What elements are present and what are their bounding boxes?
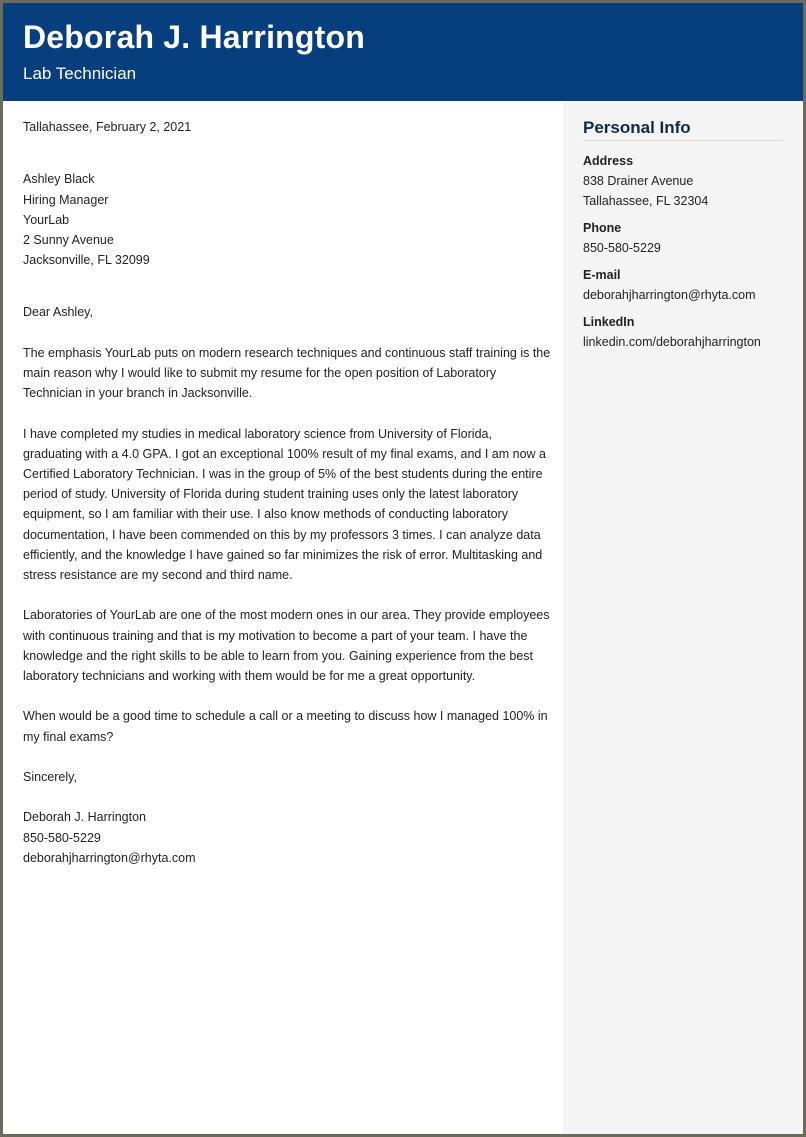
recipient-title: Hiring Manager	[23, 192, 109, 207]
linkedin-label: LinkedIn	[583, 315, 635, 329]
phone-section	[583, 218, 661, 258]
applicant-role: Lab Technician	[23, 64, 137, 83]
email-section	[583, 265, 756, 305]
letter-date: Tallahassee, February 2, 2021	[23, 120, 192, 134]
email-label: E-mail	[583, 268, 621, 282]
personal-info-sidebar	[563, 101, 803, 1134]
signature-block	[23, 807, 553, 868]
body-paragraph: When would be a good time to schedule a call or a meeting to discuss how I managed 100% in my final exams?	[23, 709, 548, 744]
linkedin-section	[583, 312, 761, 352]
recipient-name: Ashley Black	[23, 172, 95, 187]
phone-value: 850-580-5229	[583, 241, 661, 255]
signature-email: deborahjharrington@rhyta.com	[23, 850, 196, 865]
linkedin-value: linkedin.com/deborahjharrington	[583, 335, 761, 349]
personal-info-title: Personal Info	[583, 118, 691, 137]
address-line-2: Tallahassee, FL 32304	[583, 194, 709, 208]
recipient-street: 2 Sunny Avenue	[23, 233, 114, 247]
email-value: deborahjharrington@rhyta.com	[583, 288, 756, 302]
sidebar-divider	[583, 140, 783, 141]
salutation: Dear Ashley,	[23, 305, 93, 320]
body-paragraph: I have completed my studies in medical laboratory science from University of Florida, graduating with a 4.0 GPA. I got an exceptional 100% result of my final exams, and I am now a Certified Laboratory Technician. I was in the group of 5% of the best students during the entire period of study. University of Florida during student training uses only the latest laboratory equipment, so I am familiar with their use. I also know methods of conducting laboratory documentation, I have been commended on this by my professors 3 times. I can analyze data efficiently, and the knowledge I have gained so far minimizes the risk of error. Multitasking and stress resistance are my second and third name.	[23, 426, 546, 583]
address-line-1: 838 Drainer Avenue	[583, 174, 694, 188]
applicant-name: Deborah J. Harrington	[23, 19, 366, 55]
letter-body	[23, 117, 553, 868]
header-banner	[3, 3, 803, 101]
address-section	[583, 151, 708, 211]
body-paragraph: The emphasis YourLab puts on modern research techniques and continuous staff training is the main reason why I would like to submit my resume for the open position of Laboratory Technician in your branch in Jacksonville.	[23, 345, 551, 401]
signature-phone: 850-580-5229	[23, 830, 101, 845]
body-paragraph: Laboratories of YourLab are one of the most modern ones in our area. They provide employees with continuous training and that is my motivation to become a part of your team. I have the knowledge and the right skills to be able to learn from you. Gaining experience from the best laboratory technicians and working with them would be for me a great opportunity.	[23, 608, 550, 684]
recipient-city: Jacksonville, FL 32099	[23, 253, 150, 268]
address-label: Address	[583, 154, 634, 168]
closing: Sincerely,	[23, 770, 77, 784]
phone-label: Phone	[583, 221, 622, 235]
signature-name: Deborah J. Harrington	[23, 810, 146, 825]
recipient-company: YourLab	[23, 212, 70, 227]
recipient-block	[23, 169, 553, 270]
